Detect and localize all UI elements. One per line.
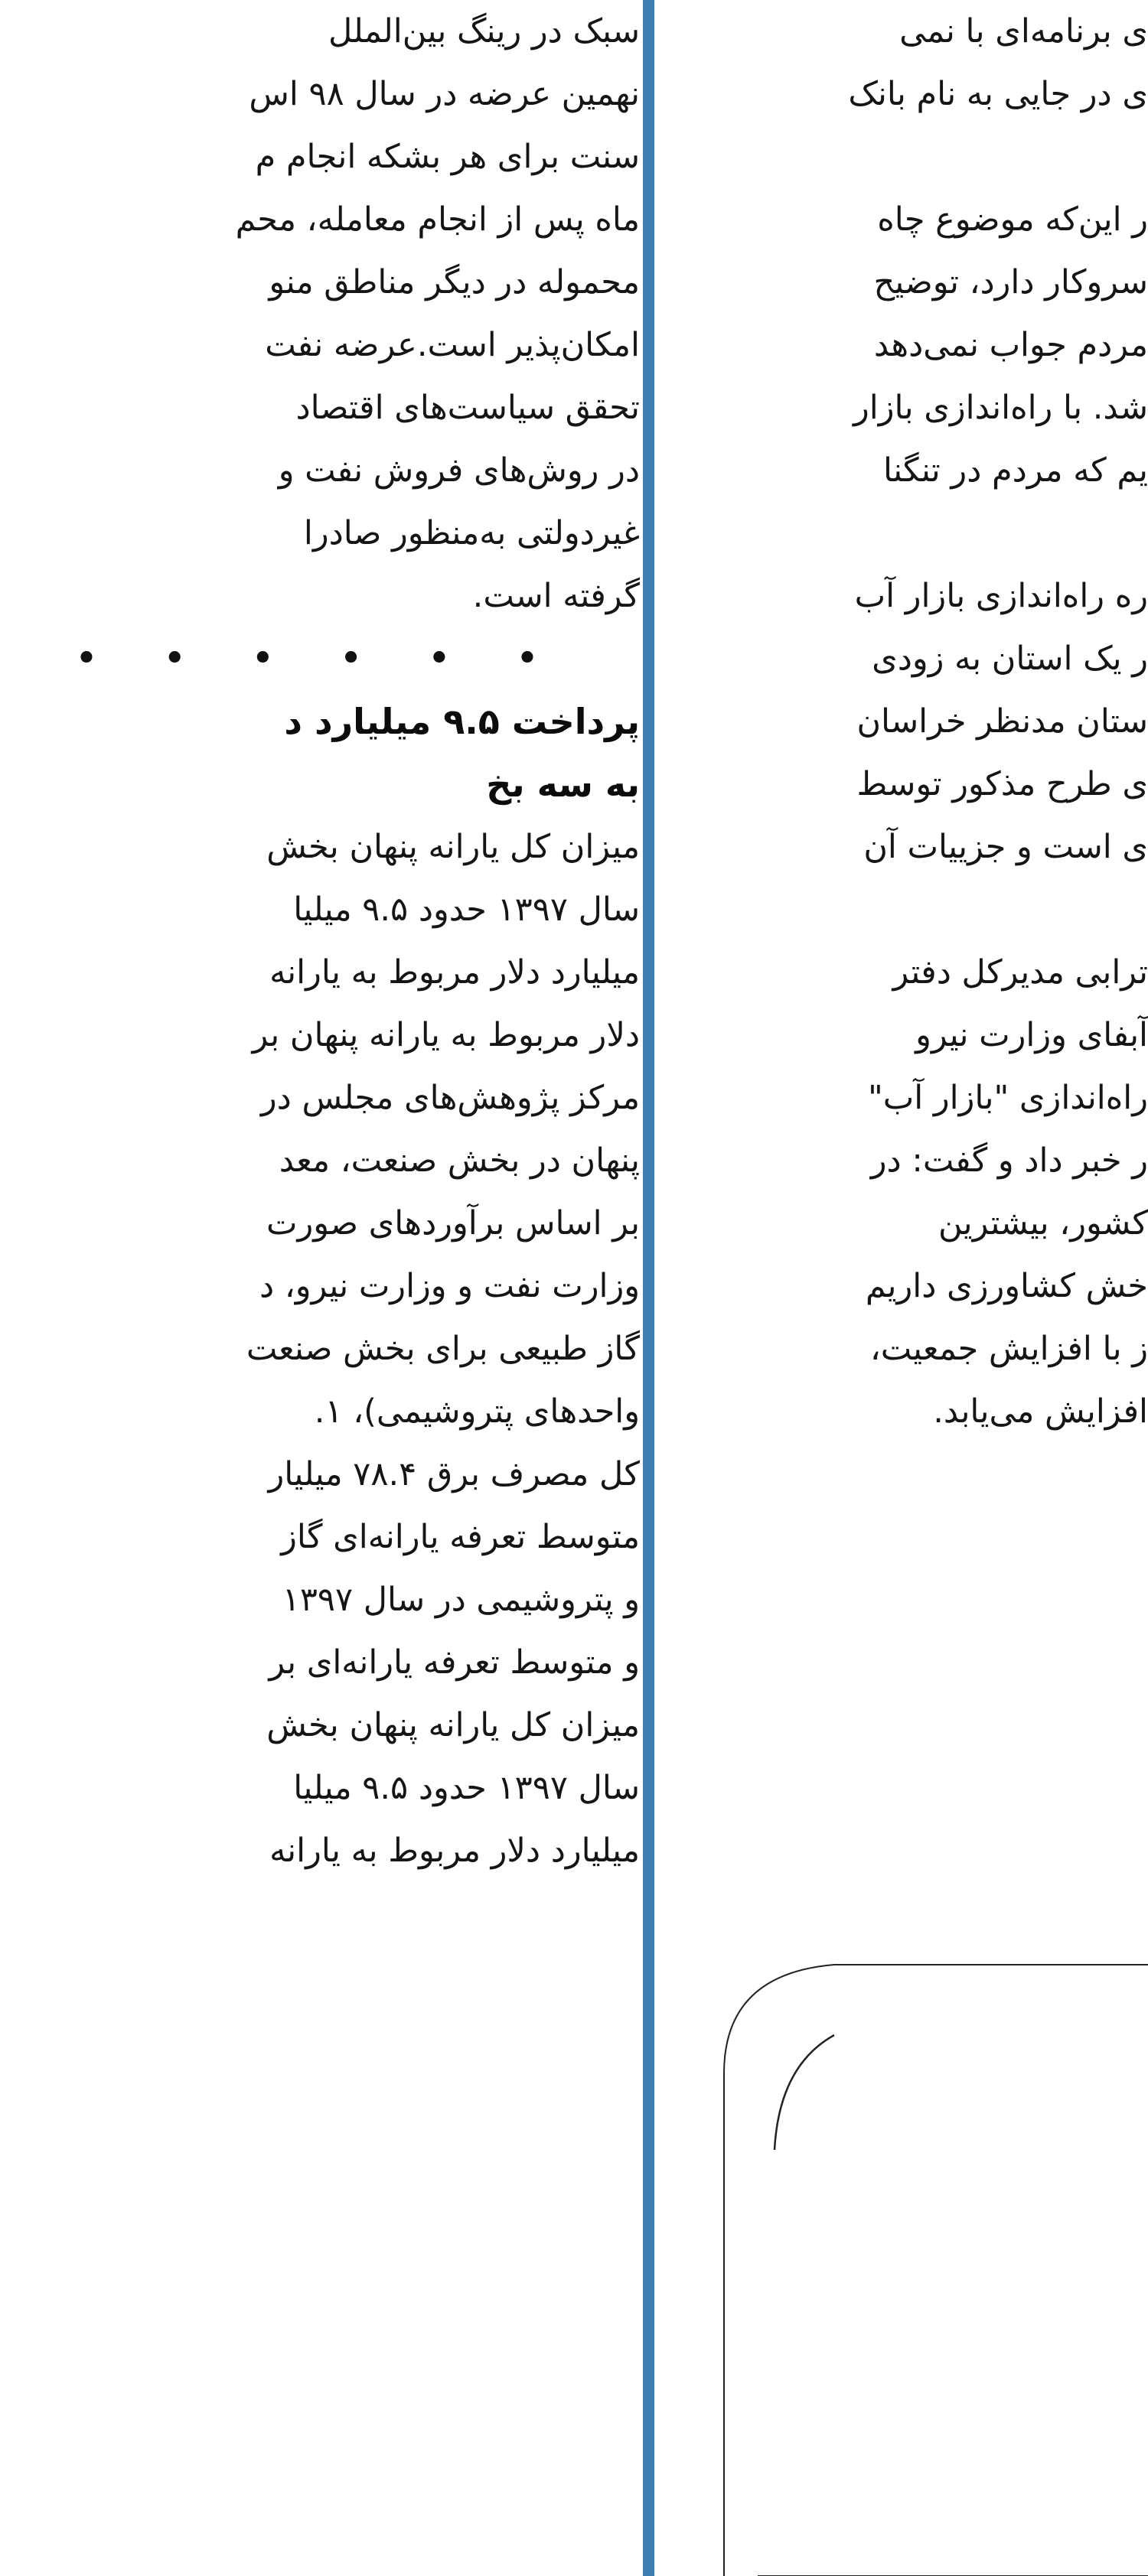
text-line: ماه پس از انجام معامله، محم [235,200,640,239]
text-line: به سه بخ [486,764,640,805]
text-line: تحقق سیاست‌های اقتصاد [295,389,640,427]
text-line: ر خبر داد و گفت: در [870,1141,1148,1180]
text-line: ی است و جزییات آن [863,828,1148,866]
left-paragraph-1 [0,0,640,627]
text-line: ی در جایی به نام بانک [848,75,1148,113]
text-line: گاز طبیعی برای بخش صنعت [246,1330,640,1368]
frame-border [719,1959,1148,2576]
text-line: مرکز پژوهش‌های مجلس در [260,1079,640,1117]
text-line: میزان کل یارانه پنهان بخش [266,1706,640,1744]
right-paragraph-2 [666,188,1148,502]
text-line: کشور، بیشترین [938,1204,1148,1242]
text-line: بر اساس برآوردهای صورت [266,1204,640,1242]
text-line: پرداخت ۹.۵ میلیارد د [284,701,640,742]
left-column [0,0,640,1882]
text-line: واحدهای پتروشیمی)، ۱. [314,1392,640,1431]
text-line: ره راه‌اندازی بازار آب [854,577,1148,615]
text-line: امکان‌پذیر است.عرضه نفت [265,326,640,364]
text-line: میلیارد دلار مربوط به یارانه [269,1832,640,1870]
text-line: ر این‌که موضوع چاه [877,200,1148,239]
text-line: ترابی مدیرکل دفتر [892,953,1148,992]
text-line: ی برنامه‌ای با نمی [899,12,1148,50]
left-paragraph-2 [0,816,640,1882]
text-line: ر یک استان به زودی [872,640,1148,678]
right-paragraph-1 [666,0,1148,125]
text-line: و متوسط تعرفه یارانه‌ای بر [269,1643,640,1682]
text-line: متوسط تعرفه یارانه‌ای گاز [281,1518,640,1556]
column-divider [643,0,654,2576]
text-line: یم که مردم در تنگنا [883,451,1148,490]
paragraph-gap [666,502,1148,565]
right-paragraph-3 [666,565,1148,878]
text-line: در روش‌های فروش نفت و [278,451,640,490]
text-line: گرفته است. [472,577,640,615]
text-line: وزارت نفت و وزارت نیرو، د [259,1267,640,1305]
text-line: شد. با راه‌اندازی بازار [853,389,1148,427]
text-line: نهمین عرضه در سال ۹۸ اس [249,75,640,113]
text-line: آبفای وزارت نیرو [915,1016,1148,1054]
text-line: و پتروشیمی در سال ۱۳۹۷ [282,1581,640,1619]
right-column [666,0,1148,1443]
text-line: سنت برای هر بشکه انجام م [255,138,640,176]
text-line: دلار مربوط به یارانه پنهان بر [252,1016,640,1054]
text-line: مردم جواب نمی‌دهد [873,326,1148,364]
text-line: راه‌اندازی "بازار آب" [868,1079,1148,1117]
section-separator: • • • • • • [74,636,566,682]
text-line: خش کشاورزی داریم [865,1267,1148,1305]
paragraph-gap [666,878,1148,941]
text-line: سال ۱۳۹۷ حدود ۹.۵ میلیا [293,891,640,929]
text-line: افزایش می‌یابد. [933,1392,1148,1431]
text-line: سروکار دارد، توضیح [873,263,1148,301]
text-line: سال ۱۳۹۷ حدود ۹.۵ میلیا [293,1769,640,1807]
text-line: کل مصرف برق ۷۸.۴ میلیار [268,1455,640,1493]
text-line: سبک در رینگ بین‌الملل [328,12,640,50]
section-headline [0,690,640,816]
text-line: میزان کل یارانه پنهان بخش [266,828,640,866]
text-line: غیردولتی به‌منظور صادرا [303,514,640,552]
text-line: میلیارد دلار مربوط به یارانه [269,953,640,992]
text-line: ز با افزایش جمعیت، [869,1330,1148,1368]
image-frame [719,1959,1148,2576]
text-line: محموله در دیگر مناطق منو [269,263,640,301]
paragraph-gap [666,125,1148,188]
right-paragraph-4 [666,941,1148,1443]
text-line: پنهان در بخش صنعت، معد [279,1141,640,1180]
text-line: ی طرح مذکور توسط [856,765,1148,803]
text-line: ستان مدنظر خراسان [856,702,1148,741]
